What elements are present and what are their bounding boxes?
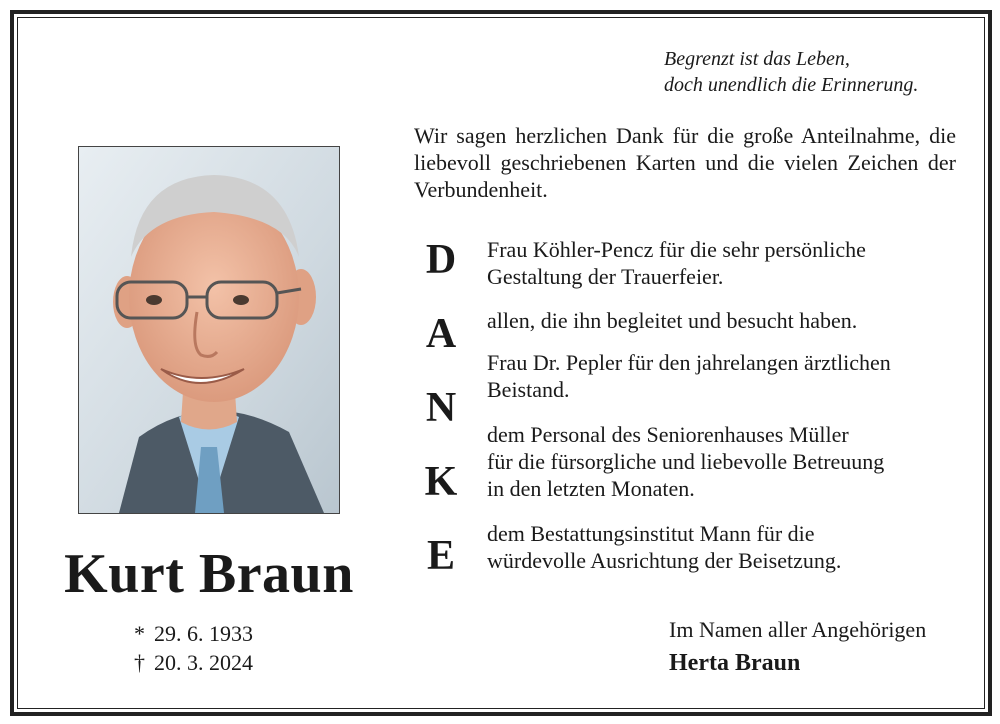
danke-letter-k: K <box>424 459 458 505</box>
thanks-entry: Frau Köhler-Pencz für die sehr persönliche Gestaltung der Trauerfeier. <box>487 237 866 289</box>
portrait-photo <box>78 146 340 514</box>
death-date: 20. 3. 2024 <box>154 650 253 675</box>
signature-name: Herta Braun <box>669 650 801 676</box>
danke-letter-n: N <box>425 385 457 431</box>
announcement-frame <box>10 10 992 716</box>
thanks-intro: Wir sagen herzlichen Dank für die große Anteilnahme, die liebevoll geschriebenen Karten und die vielen Zeichen der Verbundenheit. <box>414 123 956 202</box>
birth-date: 29. 6. 1933 <box>154 621 253 646</box>
life-dates <box>134 619 314 677</box>
birth-date-row <box>134 619 314 648</box>
deceased-name: Kurt Braun <box>64 543 354 605</box>
death-date-row <box>134 648 314 677</box>
thanks-entry: dem Personal des Seniorenhauses Müller für die fürsorgliche und liebevolle Betreuung in den letzten Monaten. <box>487 422 885 501</box>
danke-letter-d: D <box>425 237 457 283</box>
danke-letter-e: E <box>426 533 455 579</box>
memorial-quote: Begrenzt ist das Leben, doch unendlich die Erinnerung. <box>664 48 919 96</box>
signature-line: Im Namen aller Angehörigen <box>669 617 927 642</box>
thanks-entry: Frau Dr. Pepler für den jahrelangen ärztlichen Beistand. <box>487 350 891 402</box>
thanks-entry: dem Bestattungsinstitut Mann für die würdevolle Ausrichtung der Beisetzung. <box>487 521 842 573</box>
portrait-illustration <box>79 147 339 513</box>
birth-symbol: * <box>134 621 145 646</box>
cross-icon: † <box>134 650 145 675</box>
danke-letter-a: A <box>425 311 457 357</box>
thanks-entry: allen, die ihn begleitet und besucht haben. <box>487 308 858 333</box>
